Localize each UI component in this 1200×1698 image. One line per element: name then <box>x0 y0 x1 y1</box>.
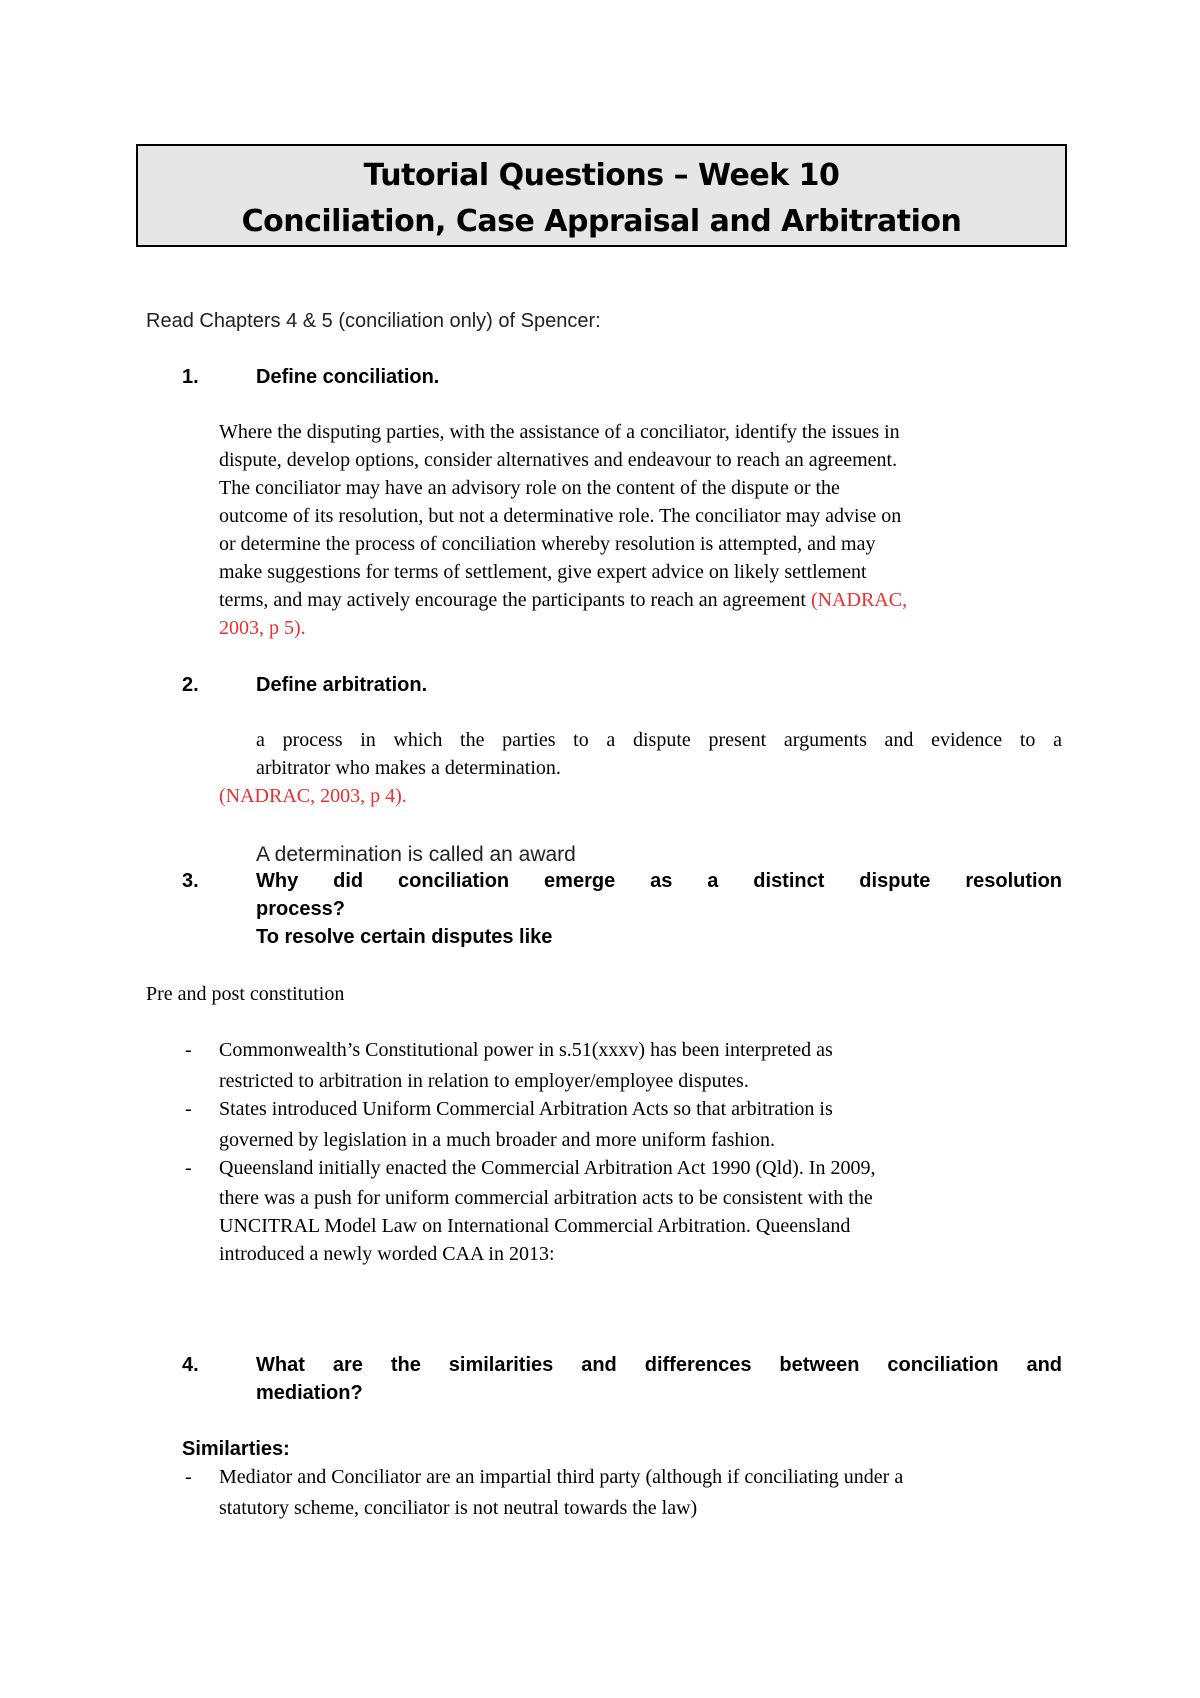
bullet-dash: - <box>185 1157 192 1179</box>
title-line-1: Tutorial Questions – Week 10 <box>363 158 840 193</box>
similarities-dash: - <box>185 1466 192 1488</box>
similarities-line: Mediator and Conciliator are an impartial third party (although if conciliating under a <box>219 1466 904 1488</box>
q1-answer-line: Where the disputing parties, with the assistance of a conciliator, identify the issues in <box>219 421 900 443</box>
q3-answer: To resolve certain disputes like <box>256 926 553 948</box>
q2-citation: (NADRAC, 2003, p 4). <box>219 785 407 807</box>
q2-number: 2. <box>182 674 199 696</box>
q2-question: Define arbitration. <box>256 674 428 696</box>
bullet-line: States introduced Uniform Commercial Arbitration Acts so that arbitration is <box>219 1098 833 1120</box>
title-line-2: Conciliation, Case Appraisal and Arbitration <box>241 204 962 239</box>
q3-question-line-1: Why did conciliation emerge as a distinct dispute resolution <box>256 870 1062 892</box>
pre-post-heading: Pre and post constitution <box>146 983 345 1005</box>
q3-number: 3. <box>182 870 199 892</box>
q1-citation-part1: (NADRAC, <box>810 589 908 611</box>
intro-text: Read Chapters 4 & 5 (conciliation only) of Spencer: <box>146 310 601 332</box>
q1-answer-text: terms, and may actively encourage the participants to reach an agreement <box>219 589 811 611</box>
q1-question: Define conciliation. <box>256 366 440 388</box>
similarities-line: statutory scheme, conciliator is not neutral towards the law) <box>219 1497 698 1519</box>
q1-answer-line: make suggestions for terms of settlement, give expert advice on likely settlement <box>219 561 867 583</box>
bullet-dash: - <box>185 1039 192 1061</box>
q1-answer-line: outcome of its resolution, but not a determinative role. The conciliator may advise on <box>219 505 902 527</box>
q1-citation-part2: 2003, p 5). <box>219 617 306 639</box>
similarities-heading: Similarties: <box>182 1438 290 1460</box>
title-box <box>136 144 1067 247</box>
bullet-line: governed by legislation in a much broader and more uniform fashion. <box>219 1129 775 1151</box>
q1-answer-line: or determine the process of conciliation whereby resolution is attempted, and may <box>219 533 876 555</box>
q3-question-line-2: process? <box>256 898 345 920</box>
q1-number: 1. <box>182 366 199 388</box>
bullet-line: Queensland initially enacted the Commercial Arbitration Act 1990 (Qld). In 2009, <box>219 1157 876 1179</box>
q2-answer-line-1: a process in which the parties to a dispute present arguments and evidence to a <box>256 729 1062 751</box>
q1-answer-line-last <box>219 589 907 612</box>
bullet-line: restricted to arbitration in relation to employer/employee disputes. <box>219 1070 749 1092</box>
q2-note: A determination is called an award <box>256 843 576 866</box>
bullet-line: UNCITRAL Model Law on International Commercial Arbitration. Queensland <box>219 1215 851 1237</box>
q4-number: 4. <box>182 1354 199 1376</box>
q1-answer-line: The conciliator may have an advisory role on the content of the dispute or the <box>219 477 840 499</box>
q1-answer-line: dispute, develop options, consider alternatives and endeavour to reach an agreement. <box>219 449 898 471</box>
bullet-dash: - <box>185 1098 192 1120</box>
q4-question-line-2: mediation? <box>256 1382 363 1404</box>
q4-question-line-1: What are the similarities and differences between conciliation and <box>256 1354 1062 1376</box>
bullet-line: Commonwealth’s Constitutional power in s.51(xxxv) has been interpreted as <box>219 1039 833 1061</box>
q2-answer-line-2: arbitrator who makes a determination. <box>256 757 561 779</box>
bullet-line: there was a push for uniform commercial arbitration acts to be consistent with the <box>219 1187 873 1209</box>
bullet-line: introduced a newly worded CAA in 2013: <box>219 1243 555 1265</box>
